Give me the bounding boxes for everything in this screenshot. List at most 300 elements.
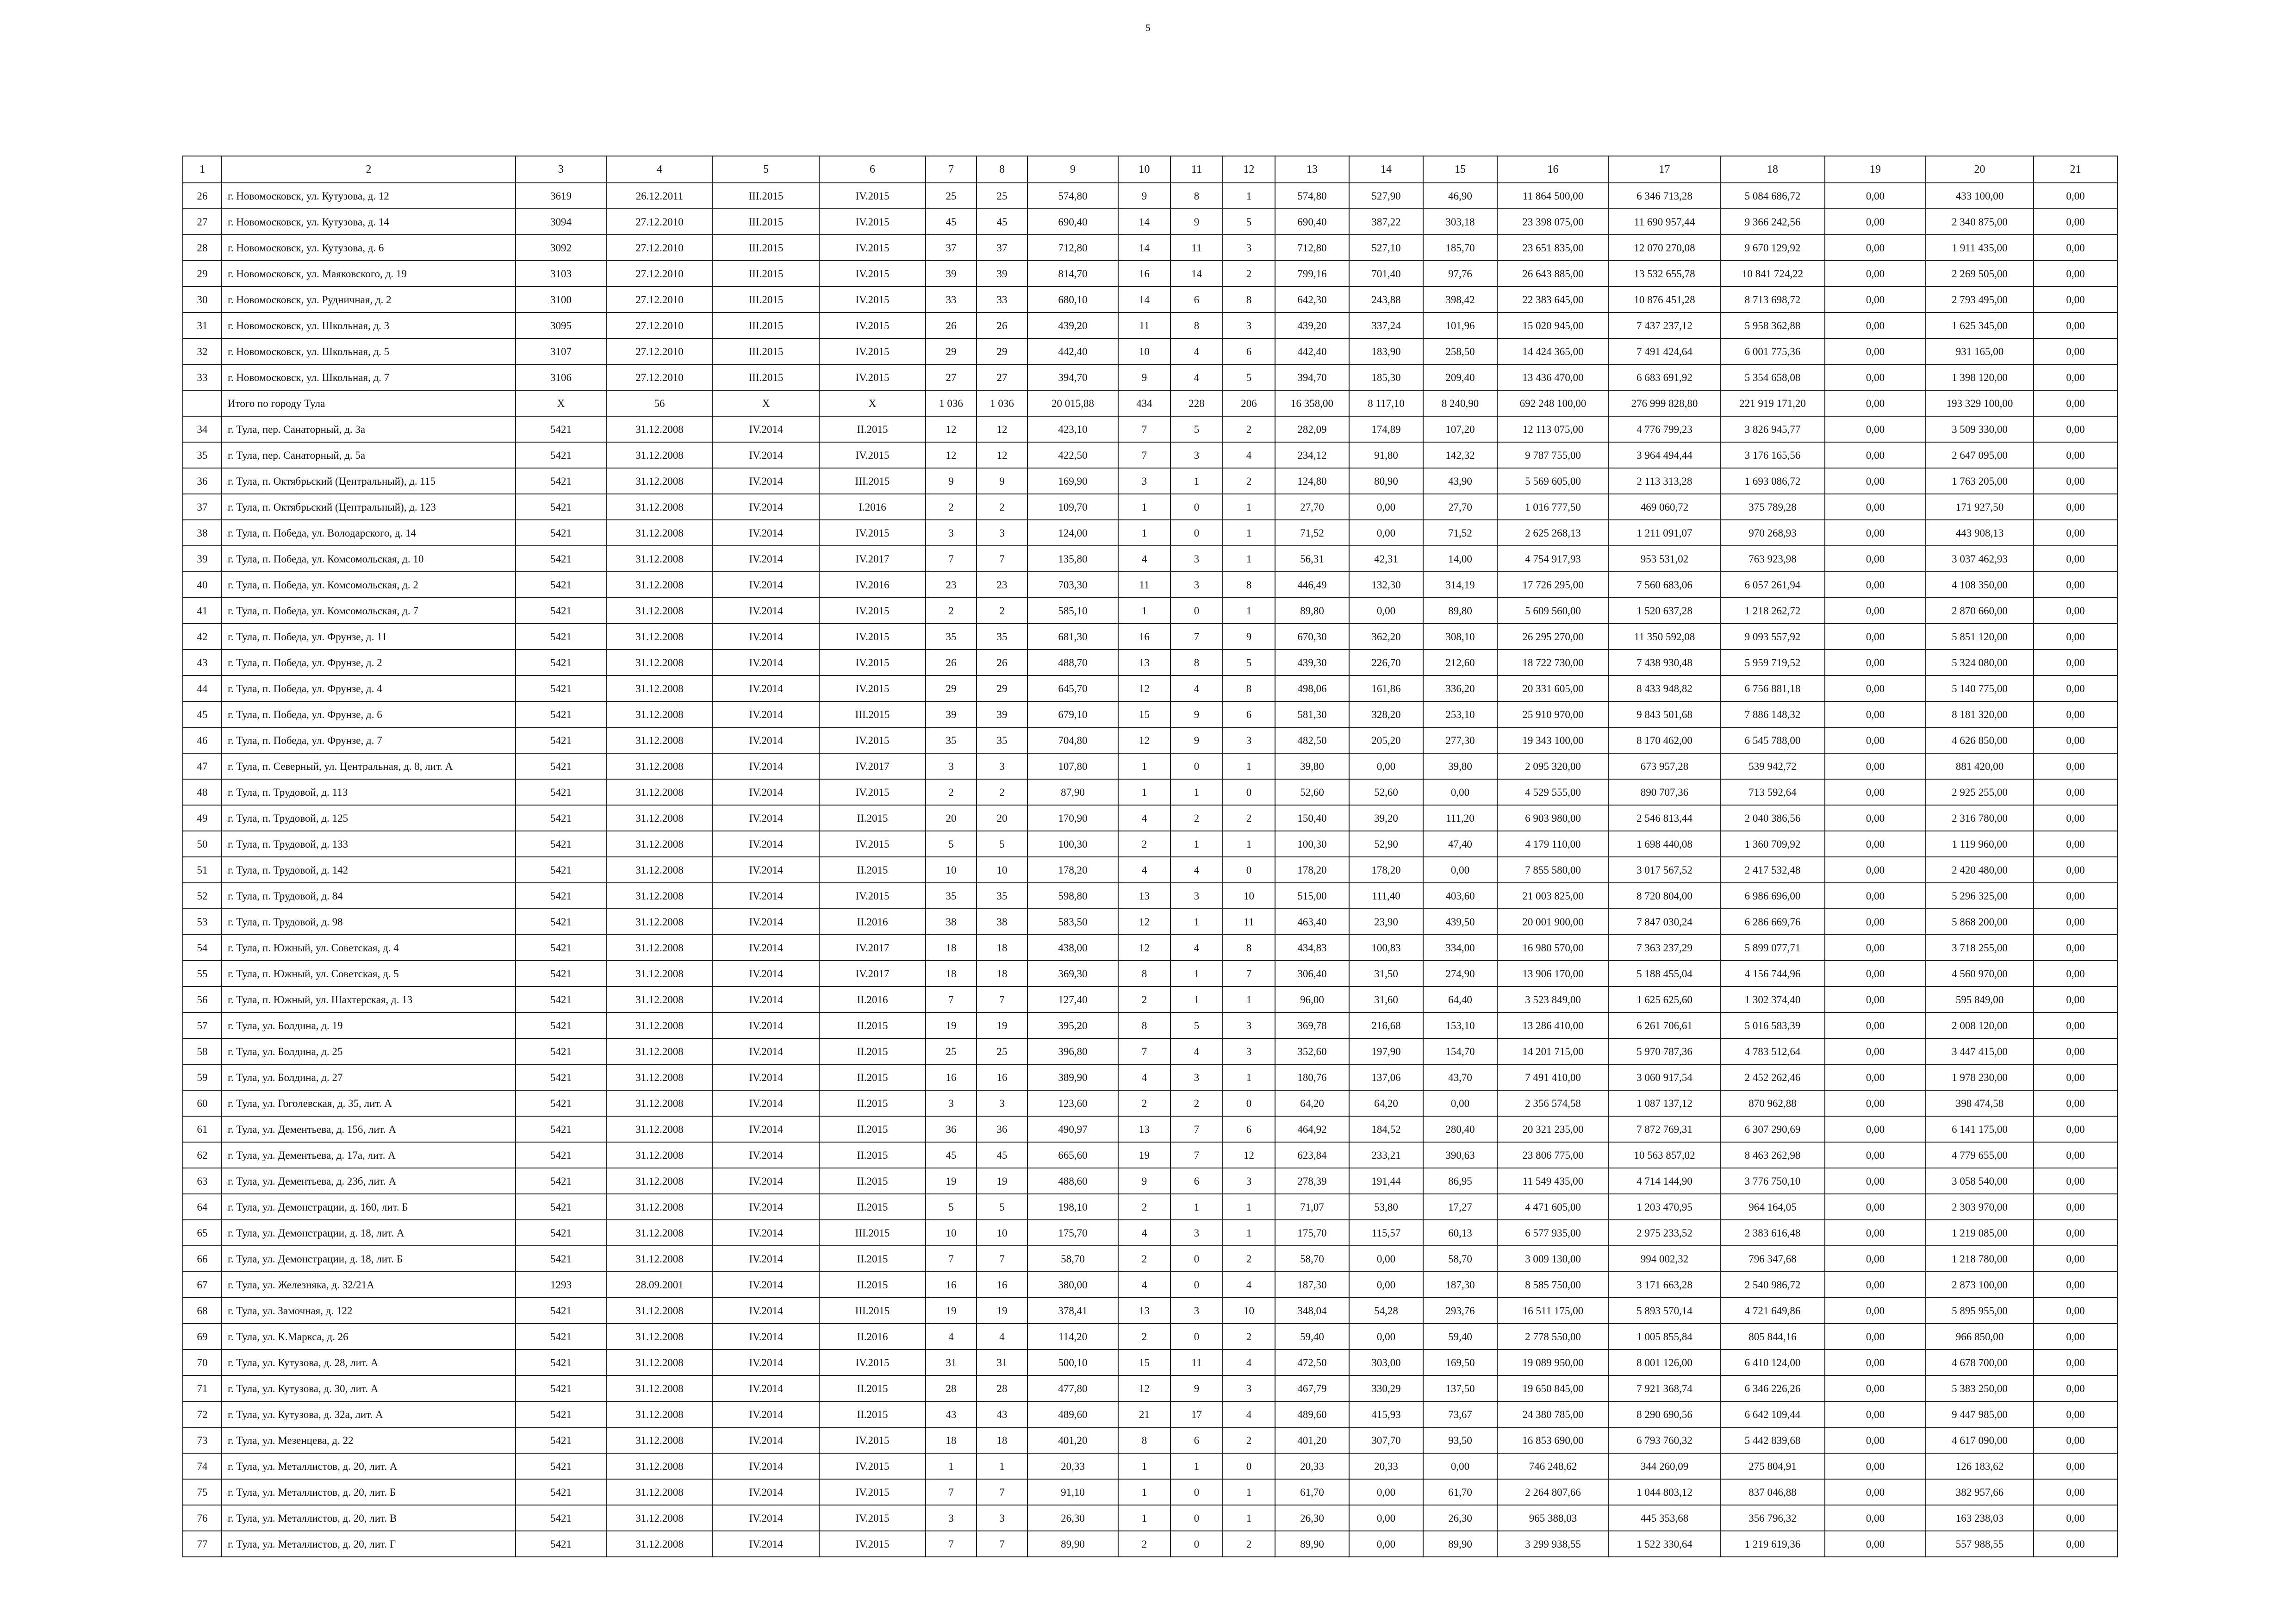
table-cell: 3	[1223, 312, 1275, 338]
table-cell: 91,10	[1027, 1479, 1118, 1505]
table-cell: 0,00	[1825, 261, 1926, 287]
table-cell: 36	[977, 1116, 1027, 1142]
table-cell: IV.2014	[713, 701, 819, 727]
table-cell: IV.2015	[819, 831, 926, 857]
table-cell: 307,70	[1349, 1427, 1423, 1453]
table-cell: 7	[977, 546, 1027, 572]
table-cell: 0,00	[1825, 572, 1926, 598]
table-cell: 28.09.2001	[606, 1272, 713, 1298]
table-cell: 583,50	[1027, 909, 1118, 935]
table-row	[183, 675, 2117, 701]
table-cell: 0,00	[1349, 1272, 1423, 1298]
table-cell: 344 260,09	[1609, 1453, 1720, 1479]
table-cell: 7	[1118, 1038, 1170, 1064]
table-cell: 7	[1118, 442, 1170, 468]
table-cell: 0,00	[1423, 779, 1497, 805]
row-number-cell: 74	[183, 1453, 222, 1479]
address-cell: г. Новомосковск, ул. Маяковского, д. 19	[222, 261, 516, 287]
table-row	[183, 883, 2117, 909]
table-cell: 0,00	[2034, 520, 2117, 546]
table-cell: 87,90	[1027, 779, 1118, 805]
table-cell: 0,00	[1825, 1090, 1926, 1116]
table-cell: 6 261 706,61	[1609, 1012, 1720, 1038]
table-cell: 114,20	[1027, 1324, 1118, 1349]
table-cell: 2	[1118, 1324, 1170, 1349]
table-cell: 293,76	[1423, 1298, 1497, 1324]
table-cell: 1	[1118, 1505, 1170, 1531]
column-number-row	[183, 156, 2117, 183]
table-cell: 31.12.2008	[606, 468, 713, 494]
table-cell: 11 350 592,08	[1609, 624, 1720, 650]
table-cell: 26,30	[1027, 1505, 1118, 1531]
table-cell: 8	[1118, 1012, 1170, 1038]
table-cell: 623,84	[1275, 1142, 1349, 1168]
table-cell: 243,88	[1349, 287, 1423, 312]
table-cell: 6 286 669,76	[1720, 909, 1825, 935]
table-cell: 1	[1223, 1194, 1275, 1220]
table-cell: II.2015	[819, 857, 926, 883]
table-cell: 5421	[516, 1220, 606, 1246]
table-cell: 19	[977, 1298, 1027, 1324]
table-cell: 6 001 775,36	[1720, 338, 1825, 364]
table-cell: 2	[1223, 805, 1275, 831]
address-cell: г. Тула, ул. Демонстрации, д. 18, лит. Б	[222, 1246, 516, 1272]
table-cell: 394,70	[1027, 364, 1118, 390]
table-cell: 3	[1223, 1038, 1275, 1064]
table-cell: 31.12.2008	[606, 883, 713, 909]
table-cell: 35	[926, 883, 977, 909]
table-row	[183, 546, 2117, 572]
table-cell: 228	[1170, 390, 1223, 416]
table-cell: 89,90	[1027, 1531, 1118, 1557]
table-cell: 4 108 350,00	[1926, 572, 2034, 598]
table-cell: 0,00	[1825, 1349, 1926, 1375]
table-cell: 3	[977, 1090, 1027, 1116]
table-cell: X	[516, 390, 606, 416]
table-cell: 403,60	[1423, 883, 1497, 909]
table-cell: 1 036	[977, 390, 1027, 416]
table-cell: 0,00	[1825, 935, 1926, 961]
table-cell: 175,70	[1027, 1220, 1118, 1246]
address-cell: г. Тула, ул. Железняка, д. 32/21А	[222, 1272, 516, 1298]
table-row	[183, 235, 2117, 261]
table-cell: 12	[1118, 935, 1170, 961]
column-number: 5	[713, 156, 819, 183]
table-cell: 0,00	[1825, 1012, 1926, 1038]
table-cell: 59,40	[1275, 1324, 1349, 1349]
table-cell: 58,70	[1423, 1246, 1497, 1272]
table-cell: 539 942,72	[1720, 753, 1825, 779]
table-cell: 1	[1223, 520, 1275, 546]
table-cell: 5	[977, 831, 1027, 857]
table-cell: 1	[1223, 494, 1275, 520]
table-cell: 814,70	[1027, 261, 1118, 287]
table-cell: 8 240,90	[1423, 390, 1497, 416]
table-cell: IV.2015	[819, 1453, 926, 1479]
table-cell: 93,50	[1423, 1427, 1497, 1453]
table-cell: IV.2014	[713, 1453, 819, 1479]
table-cell: IV.2014	[713, 1324, 819, 1349]
table-cell: IV.2014	[713, 727, 819, 753]
table-cell: 3	[1118, 468, 1170, 494]
table-cell: 3	[977, 1505, 1027, 1531]
table-cell: 14	[1118, 235, 1170, 261]
table-cell: 0,00	[1349, 1505, 1423, 1531]
table-cell: 10	[926, 857, 977, 883]
table-cell: IV.2014	[713, 1427, 819, 1453]
table-cell: 1 218 780,00	[1926, 1246, 2034, 1272]
table-cell: 1	[1170, 961, 1223, 987]
table-cell: 0,00	[2034, 857, 2117, 883]
table-cell: 209,40	[1423, 364, 1497, 390]
table-cell: 5	[977, 1194, 1027, 1220]
table-cell: 7 438 930,48	[1609, 650, 1720, 675]
table-cell: 35	[977, 727, 1027, 753]
table-cell: III.2015	[819, 701, 926, 727]
table-cell: 3 509 330,00	[1926, 416, 2034, 442]
table-cell: 16	[926, 1064, 977, 1090]
table-cell: 137,06	[1349, 1064, 1423, 1090]
table-cell: 11	[1118, 312, 1170, 338]
table-cell: 2	[1223, 1246, 1275, 1272]
table-cell: 1	[1118, 520, 1170, 546]
table-cell: 14	[1118, 209, 1170, 235]
table-cell: 0,00	[2034, 831, 2117, 857]
table-cell: IV.2014	[713, 883, 819, 909]
table-cell: 527,90	[1349, 183, 1423, 209]
table-cell: 994 002,32	[1609, 1246, 1720, 1272]
table-cell: 5 609 560,00	[1497, 598, 1609, 624]
table-cell: 0,00	[1349, 1246, 1423, 1272]
table-cell: 8 001 126,00	[1609, 1349, 1720, 1375]
address-cell: г. Тула, п. Победа, ул. Фрунзе, д. 6	[222, 701, 516, 727]
table-cell: 10 563 857,02	[1609, 1142, 1720, 1168]
row-number-cell: 46	[183, 727, 222, 753]
table-cell: 1	[1170, 1194, 1223, 1220]
table-cell: 3095	[516, 312, 606, 338]
table-cell: 0,00	[1825, 909, 1926, 935]
table-cell: 8	[1170, 183, 1223, 209]
table-cell: 0,00	[1825, 235, 1926, 261]
table-cell: 0,00	[1825, 468, 1926, 494]
table-cell: 0	[1223, 857, 1275, 883]
row-number-cell: 60	[183, 1090, 222, 1116]
table-cell: 2	[1118, 1090, 1170, 1116]
table-cell: 4 779 655,00	[1926, 1142, 2034, 1168]
table-cell: 0	[1170, 1272, 1223, 1298]
table-cell: 3 037 462,93	[1926, 546, 2034, 572]
table-cell: 39	[926, 701, 977, 727]
row-number-cell: 63	[183, 1168, 222, 1194]
table-cell: 234,12	[1275, 442, 1349, 468]
column-number: 17	[1609, 156, 1720, 183]
table-cell: 36	[926, 1116, 977, 1142]
table-cell: 4	[1170, 1038, 1223, 1064]
table-cell: 5	[1223, 650, 1275, 675]
row-number-cell: 50	[183, 831, 222, 857]
table-cell: 8	[1118, 1427, 1170, 1453]
table-cell: 5 959 719,52	[1720, 650, 1825, 675]
table-cell: 837 046,88	[1720, 1479, 1825, 1505]
table-cell: 206	[1223, 390, 1275, 416]
table-cell: 4	[1118, 857, 1170, 883]
table-cell: IV.2014	[713, 1116, 819, 1142]
row-number-cell: 36	[183, 468, 222, 494]
address-cell: г. Новомосковск, ул. Рудничная, д. 2	[222, 287, 516, 312]
table-cell: IV.2015	[819, 883, 926, 909]
table-cell: IV.2015	[819, 209, 926, 235]
table-cell: 0,00	[1825, 987, 1926, 1012]
table-row	[183, 1505, 2117, 1531]
table-cell: 111,40	[1349, 883, 1423, 909]
table-cell: IV.2014	[713, 1479, 819, 1505]
table-cell: 334,00	[1423, 935, 1497, 961]
table-cell: 178,20	[1349, 857, 1423, 883]
table-cell: 0,00	[1825, 1116, 1926, 1142]
table-cell: 438,00	[1027, 935, 1118, 961]
table-cell: 670,30	[1275, 624, 1349, 650]
table-cell: 3 826 945,77	[1720, 416, 1825, 442]
table-cell: 28	[926, 1375, 977, 1401]
table-cell: 27.12.2010	[606, 338, 713, 364]
table-cell: 9 670 129,92	[1720, 235, 1825, 261]
address-cell: г. Тула, ул. Мезенцева, д. 22	[222, 1427, 516, 1453]
table-cell: 2	[1223, 261, 1275, 287]
table-cell: 0,00	[1423, 1453, 1497, 1479]
table-cell: 171 927,50	[1926, 494, 2034, 520]
table-cell: 2	[1223, 1324, 1275, 1349]
table-cell: 61,70	[1275, 1479, 1349, 1505]
table-cell: 197,90	[1349, 1038, 1423, 1064]
table-cell: 6 756 881,18	[1720, 675, 1825, 701]
table-cell: 472,50	[1275, 1349, 1349, 1375]
table-cell: 0,00	[1825, 1142, 1926, 1168]
table-cell: 0,00	[2034, 753, 2117, 779]
table-cell: 1 036	[926, 390, 977, 416]
table-cell: 5421	[516, 805, 606, 831]
table-cell: 154,70	[1423, 1038, 1497, 1064]
table-cell: 31.12.2008	[606, 1246, 713, 1272]
row-number-cell: 39	[183, 546, 222, 572]
table-cell: 7 363 237,29	[1609, 935, 1720, 961]
table-cell: 690,40	[1027, 209, 1118, 235]
table-cell: 2	[1223, 1531, 1275, 1557]
housing-program-table	[182, 156, 2118, 1557]
table-cell: IV.2014	[713, 442, 819, 468]
table-cell: II.2015	[819, 1064, 926, 1090]
table-cell: 0,00	[1825, 1453, 1926, 1479]
table-cell: 6 683 691,92	[1609, 364, 1720, 390]
table-row	[183, 857, 2117, 883]
table-cell: 0,00	[2034, 416, 2117, 442]
table-cell: 4 617 090,00	[1926, 1427, 2034, 1453]
table-cell: IV.2015	[819, 727, 926, 753]
table-cell: 174,89	[1349, 416, 1423, 442]
table-cell: 33	[977, 287, 1027, 312]
table-cell: 124,80	[1275, 468, 1349, 494]
table-cell: IV.2015	[819, 779, 926, 805]
table-cell: 0,00	[2034, 1375, 2117, 1401]
address-cell: г. Тула, ул. Металлистов, д. 20, лит. Б	[222, 1479, 516, 1505]
table-cell: 3	[926, 753, 977, 779]
address-cell: г. Тула, п. Победа, ул. Володарского, д. 14	[222, 520, 516, 546]
table-cell: 178,20	[1027, 857, 1118, 883]
table-cell: II.2015	[819, 1194, 926, 1220]
table-cell: 5421	[516, 779, 606, 805]
table-cell: 2	[926, 598, 977, 624]
table-cell: 6	[1223, 338, 1275, 364]
row-number-cell: 28	[183, 235, 222, 261]
table-cell: 0,00	[1825, 338, 1926, 364]
table-cell: 5421	[516, 442, 606, 468]
address-cell: г. Тула, ул. Болдина, д. 25	[222, 1038, 516, 1064]
row-number-cell: 54	[183, 935, 222, 961]
table-cell: 31.12.2008	[606, 650, 713, 675]
table-cell: 31.12.2008	[606, 909, 713, 935]
row-number-cell: 43	[183, 650, 222, 675]
table-cell: 7	[977, 1246, 1027, 1272]
column-number: 11	[1170, 156, 1223, 183]
table-cell: 2	[1118, 831, 1170, 857]
table-cell: 7 921 368,74	[1609, 1375, 1720, 1401]
table-cell: 0,00	[1825, 1168, 1926, 1194]
table-cell: 26,30	[1275, 1505, 1349, 1531]
table-cell: 3	[926, 520, 977, 546]
address-cell: г. Тула, п. Октябрьский (Центральный), д. 123	[222, 494, 516, 520]
table-cell: 7	[926, 1246, 977, 1272]
table-cell: 498,06	[1275, 675, 1349, 701]
table-cell: 1	[1223, 1064, 1275, 1090]
table-cell: 2 540 986,72	[1720, 1272, 1825, 1298]
table-cell: 52,90	[1349, 831, 1423, 857]
table-cell: 27	[926, 364, 977, 390]
table-cell: 212,60	[1423, 650, 1497, 675]
column-number: 4	[606, 156, 713, 183]
table-row	[183, 1427, 2117, 1453]
table-cell: 64,20	[1349, 1090, 1423, 1116]
table-cell: 31.12.2008	[606, 546, 713, 572]
table-cell: IV.2015	[819, 261, 926, 287]
table-row	[183, 624, 2117, 650]
table-cell: III.2015	[713, 338, 819, 364]
table-cell: 163 238,03	[1926, 1505, 2034, 1531]
table-cell: 0	[1170, 1324, 1223, 1349]
address-cell: г. Тула, ул. Кутузова, д. 32а, лит. А	[222, 1401, 516, 1427]
table-cell: 442,40	[1275, 338, 1349, 364]
table-cell: 29	[977, 675, 1027, 701]
row-number-cell: 48	[183, 779, 222, 805]
table-cell: 0,00	[1825, 883, 1926, 909]
table-cell: 5421	[516, 624, 606, 650]
table-cell: 7 560 683,06	[1609, 572, 1720, 598]
table-cell: 277,30	[1423, 727, 1497, 753]
table-cell: 8 720 804,00	[1609, 883, 1720, 909]
table-cell: 107,80	[1027, 753, 1118, 779]
row-number-cell: 68	[183, 1298, 222, 1324]
table-cell: 3 009 130,00	[1497, 1246, 1609, 1272]
table-cell: 5 442 839,68	[1720, 1427, 1825, 1453]
table-cell: 5 970 787,36	[1609, 1038, 1720, 1064]
table-cell: 7	[1170, 624, 1223, 650]
table-cell: 13 532 655,78	[1609, 261, 1720, 287]
table-row	[183, 1375, 2117, 1401]
table-cell: 16	[1118, 261, 1170, 287]
table-cell: 4	[1223, 442, 1275, 468]
table-cell: 0,00	[2034, 935, 2117, 961]
table-cell: 352,60	[1275, 1038, 1349, 1064]
table-cell: 5421	[516, 1090, 606, 1116]
table-cell: II.2015	[819, 1038, 926, 1064]
table-cell: 13 286 410,00	[1497, 1012, 1609, 1038]
table-cell: IV.2014	[713, 987, 819, 1012]
table-cell: 12	[977, 442, 1027, 468]
table-cell: 5 140 775,00	[1926, 675, 2034, 701]
table-cell: 38	[926, 909, 977, 935]
table-cell: 434	[1118, 390, 1170, 416]
table-cell: 2	[1170, 805, 1223, 831]
table-cell: 7	[926, 1531, 977, 1557]
table-cell: 6	[1170, 1168, 1223, 1194]
table-cell: 4	[1170, 675, 1223, 701]
table-cell: 0,00	[1825, 520, 1926, 546]
table-cell: 4	[1118, 1220, 1170, 1246]
table-cell: 2	[1118, 1194, 1170, 1220]
table-cell: 31.12.2008	[606, 572, 713, 598]
table-cell: II.2015	[819, 1012, 926, 1038]
table-cell: 488,70	[1027, 650, 1118, 675]
table-row	[183, 1401, 2117, 1427]
table-cell: X	[713, 390, 819, 416]
table-cell: 6 410 124,00	[1720, 1349, 1825, 1375]
table-cell: 13 436 470,00	[1497, 364, 1609, 390]
table-cell: IV.2014	[713, 1220, 819, 1246]
table-cell: II.2015	[819, 1090, 926, 1116]
table-cell: 469 060,72	[1609, 494, 1720, 520]
table-cell: 0,00	[2034, 1194, 2117, 1220]
table-cell: 1 211 091,07	[1609, 520, 1720, 546]
table-cell: 2 975 233,52	[1609, 1220, 1720, 1246]
table-cell: 0,00	[1825, 442, 1926, 468]
table-cell: 369,78	[1275, 1012, 1349, 1038]
table-cell: II.2015	[819, 1272, 926, 1298]
table-cell: 64,20	[1275, 1090, 1349, 1116]
table-cell: 15	[1118, 701, 1170, 727]
table-cell: 0,00	[1825, 1479, 1926, 1505]
table-cell: 191,44	[1349, 1168, 1423, 1194]
table-cell: 0,00	[2034, 675, 2117, 701]
table-cell: 13	[1118, 1298, 1170, 1324]
table-cell: 2 873 100,00	[1926, 1272, 2034, 1298]
table-cell: IV.2014	[713, 1038, 819, 1064]
table-cell: 9 787 755,00	[1497, 442, 1609, 468]
table-cell: 0,00	[1349, 520, 1423, 546]
table-cell: 443 908,13	[1926, 520, 2034, 546]
table-cell: 4 678 700,00	[1926, 1349, 2034, 1375]
table-cell: 0	[1223, 1090, 1275, 1116]
table-cell: 26	[977, 650, 1027, 675]
address-cell: г. Новомосковск, ул. Кутузова, д. 14	[222, 209, 516, 235]
table-cell: 0,00	[1825, 1246, 1926, 1272]
table-cell: 0,00	[1825, 779, 1926, 805]
table-cell: 1	[1170, 468, 1223, 494]
table-cell: 2 625 268,13	[1497, 520, 1609, 546]
table-cell: 43	[926, 1401, 977, 1427]
table-cell: 375 789,28	[1720, 494, 1825, 520]
table-cell: 1293	[516, 1272, 606, 1298]
table-cell: 7 886 148,32	[1720, 701, 1825, 727]
table-cell: 124,00	[1027, 520, 1118, 546]
table-cell: 0,00	[1825, 1324, 1926, 1349]
